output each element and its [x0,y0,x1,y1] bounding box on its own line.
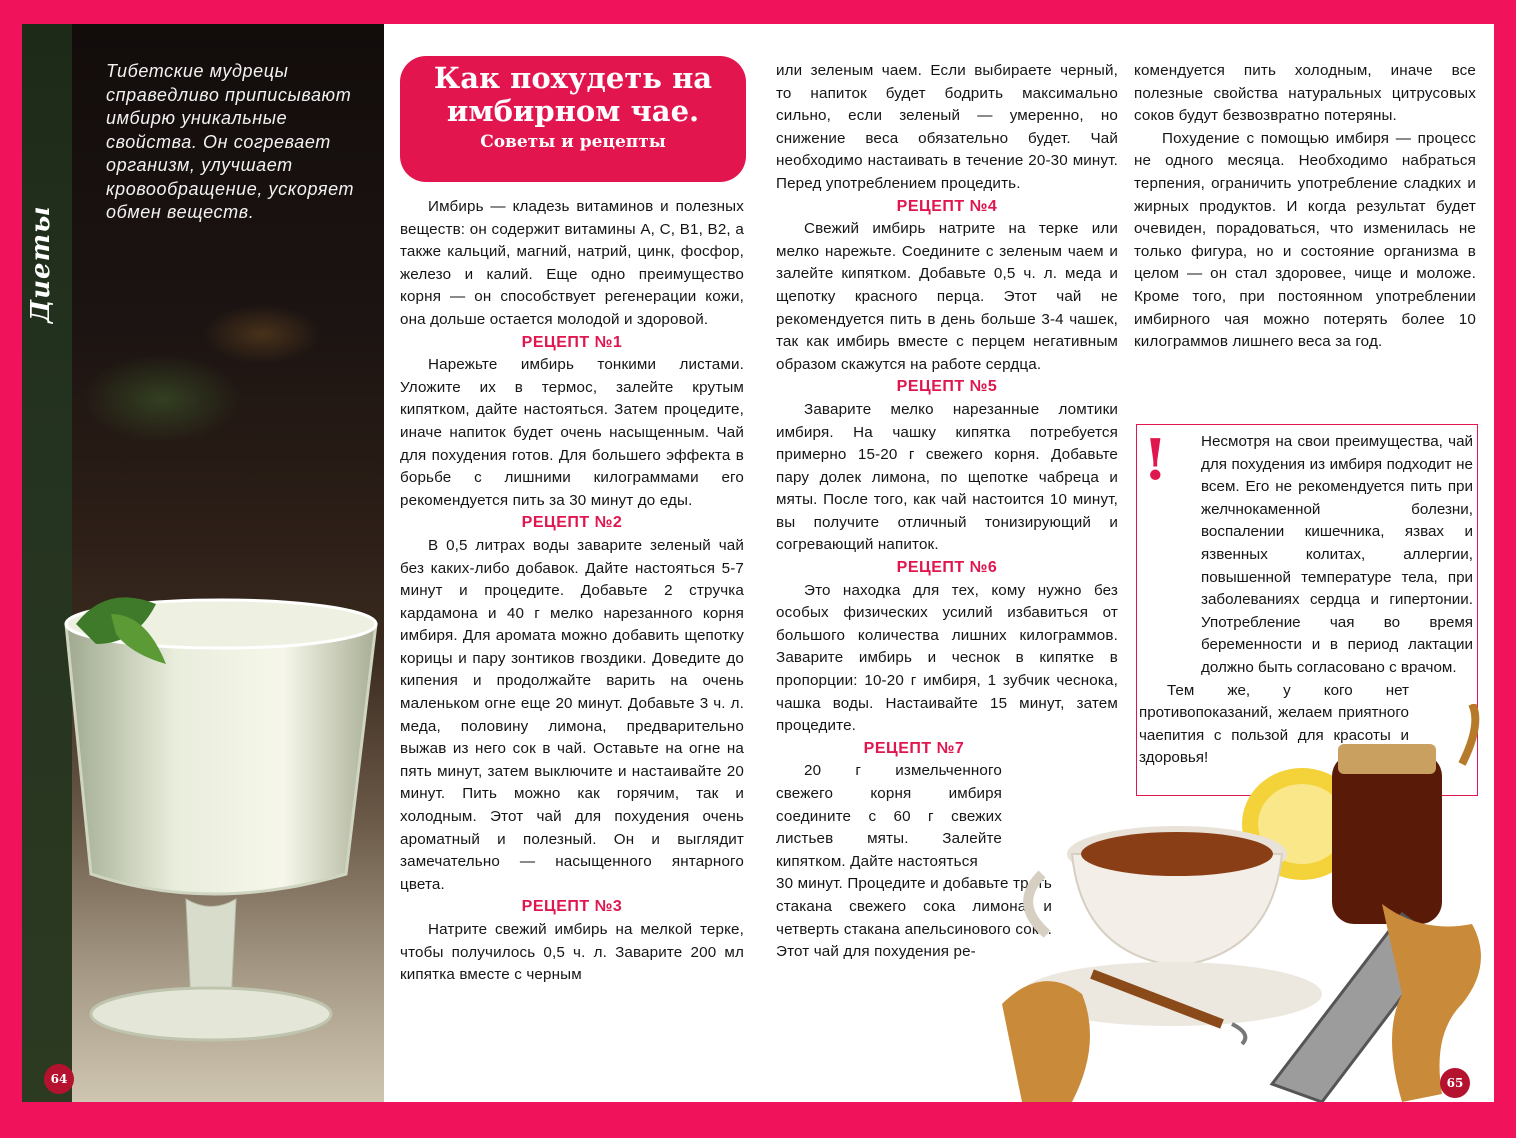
warning-closing: Тем же, у кого нет противопоказаний, желаем приятного чаепития с пользой для красоты и здоровья! [1139,681,1409,767]
recipe-heading: РЕЦЕПТ №1 [521,333,623,351]
text-column-1 [400,196,744,987]
recipe-heading: РЕЦЕПТ №5 [896,378,998,396]
recipe-heading: РЕЦЕПТ №7 [863,739,965,757]
ginger-drink-photo [22,24,384,1102]
recipe-text: В 0,5 литрах воды заварите зеленый чай без каких-либо добавок. Дайте настояться 5-7 минут и процедите. Добавьте 2 стручка кардамона и 40 г мелко нарезанного корня имбиря. Для аромата можно добавить щепотку корицы и пару зонтиков гвоздики. Доведите до кипения и продолжайте варить на очень маленьком огне еще 20 минут. Добавьте 3 ч. л. меда, половину лимона, предварительно выжав из него сок в чай. Оставьте на огне на пять минут, затем выключите и настаивайте 20 минут. Пить можно как горячим, так и холодным. Этот чай для похудения очень ароматный и полезный. Он и выглядит замечательно — насыщенного янтарного цвета. [400,536,744,893]
photo-caption-quote: Тибетские мудрецы справедливо приписывают имбирю уникальные свойства. Он согревает организм, улучшает кровообращение, ускоряет обмен веществ. [106,61,355,222]
background-bokeh [202,304,322,364]
recipe-heading: РЕЦЕПТ №2 [521,514,623,532]
recipe-text-continued: или зеленым чаем. Если выбираете черный, то напиток будет бодрить максимально сильно, если зеленый — умеренно, но снижение веса обязательно будет. Чай необходимо настаивать в течение 20-30 минут. Перед употреблением процедить. [776,62,1118,192]
recipe-heading: РЕЦЕПТ №6 [896,559,998,577]
recipe-text: Натрите свежий имбирь на мелкой терке, чтобы получилось 0,5 ч. л. Заварите 200 мл кипятка вместе с черным [400,921,744,984]
recipe-text: Нарежьте имбирь тонкими листами. Уложите их в термос, залейте крутым кипятком, дайте настояться. Затем процедите, иначе напиток будет очень насыщенным. Чай для похудения готов. Для большего эффекта в борьбе с лишними килограммами его рекомендуется пить за 30 минут до еды. [400,356,744,509]
recipe-heading: РЕЦЕПТ №4 [896,197,998,215]
exclamation-icon: ! [1143,427,1168,493]
article-subtitle: Советы и рецепты [480,132,666,152]
conclusion-paragraph: Похудение с помощью имбиря — процесс не одного месяца. Необходимо набраться терпения, ограничить употребление сладких и жирных продуктов. И когда результат будет очевиден, порадоваться, что изменилась не только фигура, но и состояние организма в целом — он стал здоровее, чище и моложе. Кроме того, при постоянном употреблении имбирного чая можно потерять более 10 килограммов лишнего веса за год. [1134,129,1476,351]
article-title-box [400,56,746,182]
article-title: Как похудеть на имбирном чае. [433,61,713,128]
recipe-text: 20 г измельченного свежего корня имбиря соедините с 60 г свежих листьев мяты. Залейте кипятком. Дайте настояться [776,762,1002,870]
magazine-spread [22,24,1494,1102]
background-bokeh [82,354,242,444]
page-number-right: 65 [1440,1068,1470,1098]
warning-text: Несмотря на свои преимущества, чай для похудения из имбиря подходит не всем. Его не рекомендуется пить при желчнокаменной болезни, воспалении кишечника, язвах и язвенных колитах, аллергии, повышенной температуре тела, при заболеваниях сердца и гипертонии. Употребление чая во время беременности и в период лактации должно быть согласовано с врачом. [1201,433,1473,676]
recipe-text: Свежий имбирь натрите на терке или мелко нарежьте. Соедините с зеленым чаем и залейте кипятком. Добавьте 0,5 ч. л. меда и щепотку красного перца. Этот чай не рекомендуется пить в день больше 3-4 чашек, так как имбирь вместе с перцем негативным образом скажутся на работе сердца. [776,220,1118,373]
recipe-text: 30 минут. Процедите и добавьте треть стакана свежего сока лимона и четверть стакана апельсинового сока. Этот чай для похудения ре- [776,875,1052,961]
text-column-3 [1134,60,1476,354]
recipe-heading: РЕЦЕПТ №3 [521,898,623,916]
recipe-text-continued: комендуется пить холодным, иначе все полезные свойства натуральных цитрусовых соков будут безвозвратно потеряны. [1134,62,1476,125]
tea-ginger-still-life-image [1002,704,1494,1102]
section-label: Диеты [26,205,56,323]
intro-paragraph: Имбирь — кладезь витаминов и полезных веществ: он содержит витамины А, С, В1, В2, а также кальций, магний, натрий, цинк, фосфор, железо и калий. Еще одно преимущество корня — он способствует регенерации кожи, она дольше остается молодой и здоровой. [400,198,744,328]
glass-of-tea-image [36,584,384,1084]
recipe-text: Это находка для тех, кому нужно без особых физических усилий избавиться от большого количества лишних килограммов. Заварите имбирь и чеснок в кипятке в пропорции: 10-20 г имбиря, 1 зубчик чеснока, чашка воды. Настаивайте 15 минут, затем процедите. [776,581,1118,735]
page-number-left: 64 [44,1064,74,1094]
recipe-text: Заварите мелко нарезанные ломтики имбиря. На чашку кипятка потребуется примерно 15-20 г свежего корня. Добавьте пару долек лимона, по щепотке чабреца и мяты. После того, как чай настоится 10 минут, вы получите отличный тонизирующий и согревающий напиток. [776,400,1118,554]
